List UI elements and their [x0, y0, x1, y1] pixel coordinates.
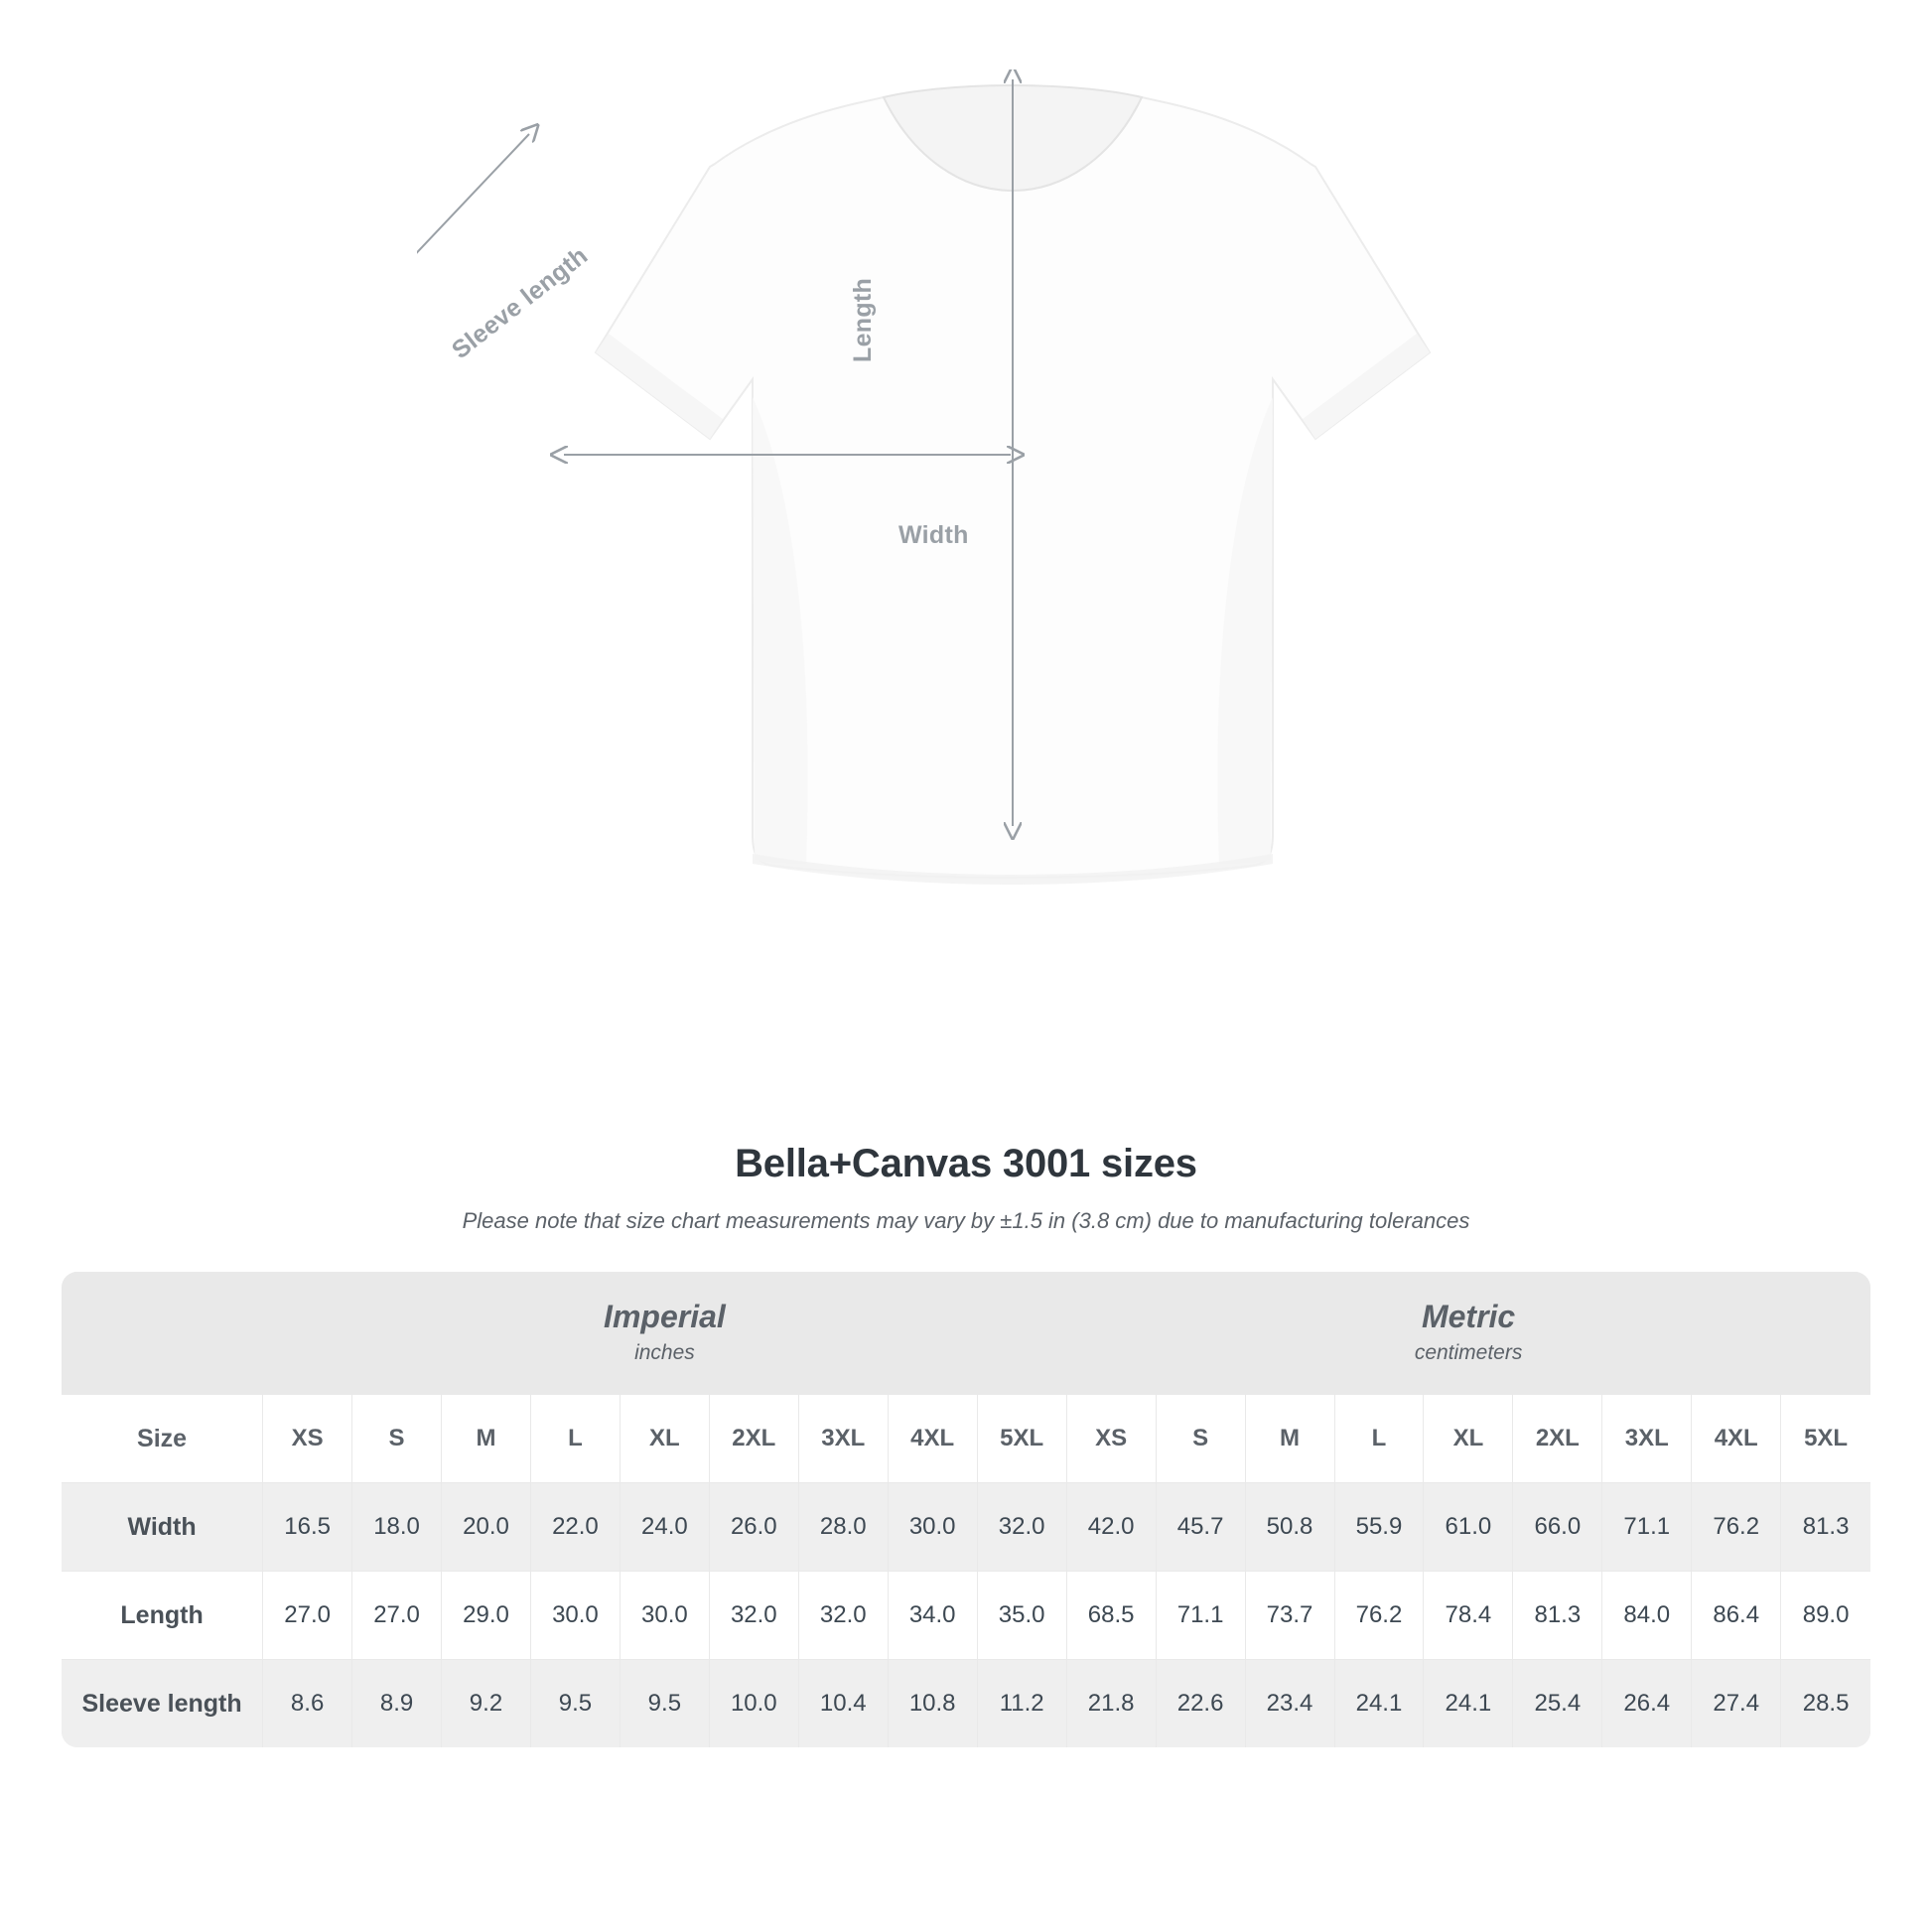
size-header-cell: 5XL — [1781, 1395, 1870, 1483]
table-cell: 68.5 — [1066, 1572, 1156, 1660]
table-cell: 22.6 — [1156, 1660, 1245, 1748]
table-cell: 9.5 — [620, 1660, 709, 1748]
table-cell: 27.0 — [352, 1572, 442, 1660]
table-cell: 73.7 — [1245, 1572, 1334, 1660]
table-cell: 16.5 — [263, 1483, 352, 1572]
size-chart-table-wrap — [62, 1272, 1870, 1747]
table-cell: 26.4 — [1602, 1660, 1692, 1748]
table-cell: 10.0 — [709, 1660, 798, 1748]
size-header-cell: L — [1334, 1395, 1424, 1483]
unit-cell-metric — [1066, 1272, 1870, 1395]
size-header-cell: S — [1156, 1395, 1245, 1483]
table-cell: 26.0 — [709, 1483, 798, 1572]
row-label: Width — [62, 1483, 263, 1572]
size-header-cell: S — [352, 1395, 442, 1483]
table-cell: 25.4 — [1513, 1660, 1602, 1748]
size-header-cell: XL — [620, 1395, 709, 1483]
table-cell: 20.0 — [442, 1483, 531, 1572]
size-header-cell: L — [530, 1395, 620, 1483]
table-cell: 30.0 — [620, 1572, 709, 1660]
size-chart-table — [62, 1272, 1870, 1747]
table-cell: 34.0 — [888, 1572, 977, 1660]
page-title: Bella+Canvas 3001 sizes — [735, 1142, 1197, 1185]
size-header-cell: 5XL — [977, 1395, 1066, 1483]
table-cell: 42.0 — [1066, 1483, 1156, 1572]
table-cell: 28.0 — [798, 1483, 888, 1572]
table-row — [62, 1572, 1870, 1660]
size-header-cell: 2XL — [1513, 1395, 1602, 1483]
unit-header-row — [62, 1272, 1870, 1395]
table-cell: 32.0 — [977, 1483, 1066, 1572]
size-header-cell: XS — [263, 1395, 352, 1483]
table-cell: 32.0 — [798, 1572, 888, 1660]
table-cell: 50.8 — [1245, 1483, 1334, 1572]
tolerance-note: Please note that size chart measurements may vary by ±1.5 in (3.8 cm) due to manufacturing tolerances — [462, 1208, 1470, 1233]
table-cell: 9.2 — [442, 1660, 531, 1748]
size-header-cell: 4XL — [1692, 1395, 1781, 1483]
size-header-row — [62, 1395, 1870, 1483]
table-cell: 89.0 — [1781, 1572, 1870, 1660]
size-header-cell: 3XL — [798, 1395, 888, 1483]
table-cell: 81.3 — [1513, 1572, 1602, 1660]
table-cell: 86.4 — [1692, 1572, 1781, 1660]
size-header-cell: XL — [1424, 1395, 1513, 1483]
table-cell: 24.1 — [1424, 1660, 1513, 1748]
unit-name-imperial: Imperial — [604, 1299, 726, 1334]
length-label: Length — [849, 277, 877, 362]
unit-sub-imperial: inches — [634, 1341, 695, 1365]
size-header-cell: M — [1245, 1395, 1334, 1483]
table-cell: 11.2 — [977, 1660, 1066, 1748]
unit-cell-imperial — [263, 1272, 1067, 1395]
sleeve-length-label: Sleeve length — [447, 241, 594, 365]
table-cell: 23.4 — [1245, 1660, 1334, 1748]
table-cell: 66.0 — [1513, 1483, 1602, 1572]
table-cell: 30.0 — [888, 1483, 977, 1572]
tshirt-graphic — [417, 69, 1509, 1052]
table-cell: 27.4 — [1692, 1660, 1781, 1748]
table-cell: 32.0 — [709, 1572, 798, 1660]
unit-spacer-cell — [62, 1272, 263, 1395]
row-label: Length — [62, 1572, 263, 1660]
table-cell: 27.0 — [263, 1572, 352, 1660]
unit-sub-metric: centimeters — [1414, 1341, 1523, 1365]
table-cell: 22.0 — [530, 1483, 620, 1572]
table-cell: 61.0 — [1424, 1483, 1513, 1572]
table-cell: 71.1 — [1602, 1483, 1692, 1572]
table-cell: 71.1 — [1156, 1572, 1245, 1660]
size-header-label: Size — [62, 1395, 263, 1483]
table-row — [62, 1483, 1870, 1572]
table-cell: 21.8 — [1066, 1660, 1156, 1748]
table-cell: 10.4 — [798, 1660, 888, 1748]
table-cell: 81.3 — [1781, 1483, 1870, 1572]
table-cell: 24.1 — [1334, 1660, 1424, 1748]
table-cell: 35.0 — [977, 1572, 1066, 1660]
table-cell: 76.2 — [1334, 1572, 1424, 1660]
table-cell: 10.8 — [888, 1660, 977, 1748]
width-label: Width — [898, 521, 969, 549]
size-header-cell: M — [442, 1395, 531, 1483]
size-header-cell: 4XL — [888, 1395, 977, 1483]
size-header-cell: XS — [1066, 1395, 1156, 1483]
table-cell: 8.9 — [352, 1660, 442, 1748]
table-cell: 30.0 — [530, 1572, 620, 1660]
table-cell: 28.5 — [1781, 1660, 1870, 1748]
table-cell: 84.0 — [1602, 1572, 1692, 1660]
table-cell: 76.2 — [1692, 1483, 1781, 1572]
size-header-cell: 2XL — [709, 1395, 798, 1483]
table-cell: 24.0 — [620, 1483, 709, 1572]
unit-name-metric: Metric — [1421, 1299, 1516, 1334]
table-cell: 18.0 — [352, 1483, 442, 1572]
row-label: Sleeve length — [62, 1660, 263, 1748]
table-cell: 78.4 — [1424, 1572, 1513, 1660]
table-cell: 29.0 — [442, 1572, 531, 1660]
table-cell: 9.5 — [530, 1660, 620, 1748]
size-header-cell: 3XL — [1602, 1395, 1692, 1483]
table-row — [62, 1660, 1870, 1748]
table-cell: 45.7 — [1156, 1483, 1245, 1572]
table-cell: 55.9 — [1334, 1483, 1424, 1572]
table-cell: 8.6 — [263, 1660, 352, 1748]
